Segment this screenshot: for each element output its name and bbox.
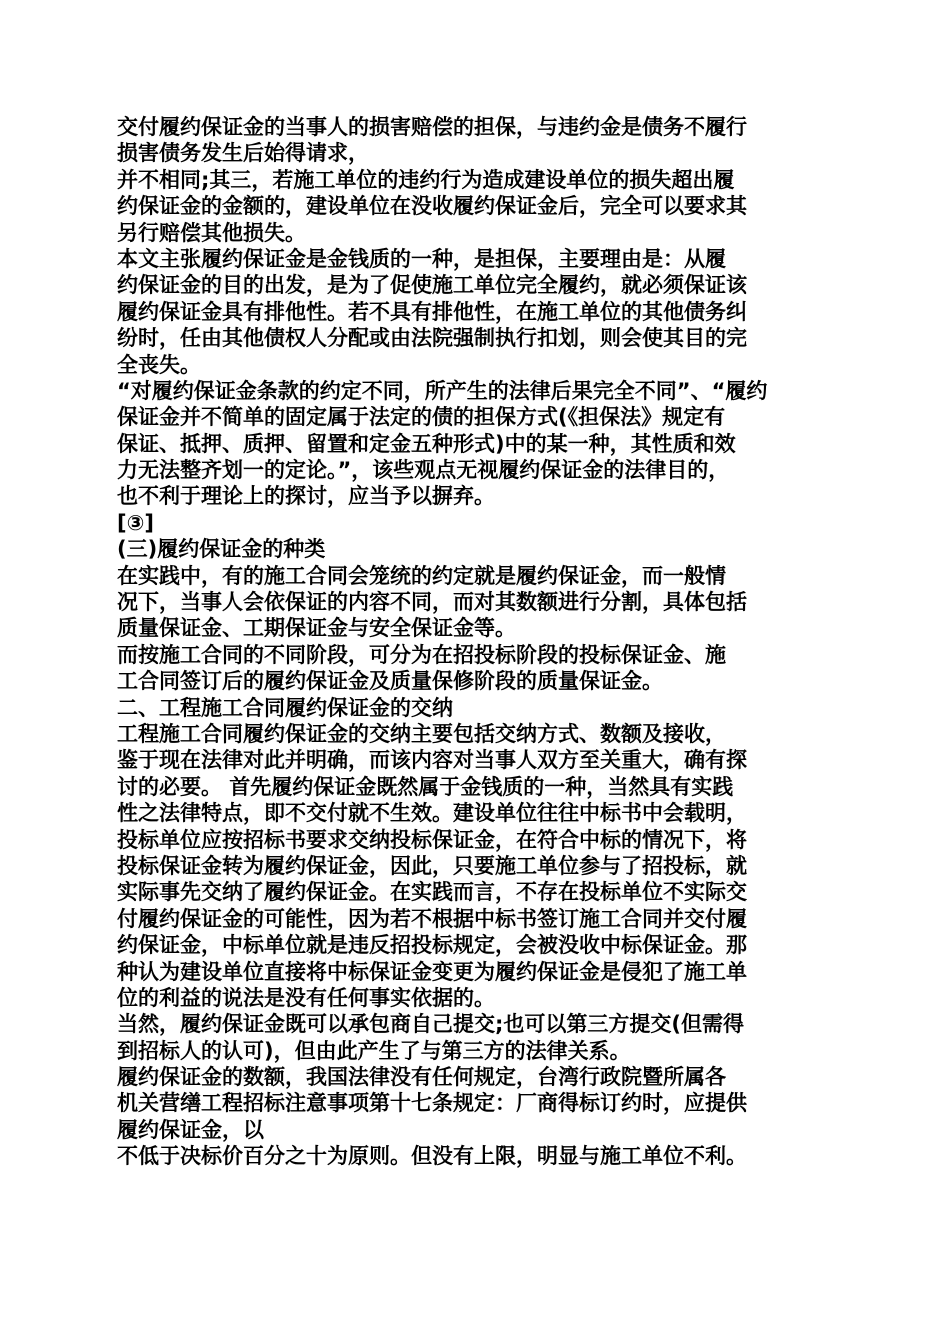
text-line: 纷时，任由其他债权人分配或由法院强制执行扣划，则会使其目的完 — [117, 326, 747, 351]
text-line: 另行赔偿其他损失。 — [117, 220, 306, 245]
text-line: 全丧失。 — [117, 352, 201, 377]
text-line: 机关营缮工程招标注意事项第十七条规定：厂商得标订约时，应提供 — [117, 1091, 747, 1116]
text-line: 当然，履约保证金既可以承包商自己提交;也可以第三方提交(但需得 — [117, 1012, 744, 1037]
section-heading: 二、工程施工合同履约保证金的交纳 — [117, 695, 453, 720]
text-line: 履约保证金具有排他性。若不具有排他性，在施工单位的其他债务纠 — [117, 299, 747, 324]
section-heading: (三)履约保证金的种类 — [117, 537, 326, 562]
text-line: 本文主张履约保证金是金钱质的一种，是担保，主要理由是：从履 — [117, 246, 726, 271]
text-line: 力无法整齐划一的定论。”，该些观点无视履约保证金的法律目的， — [117, 458, 730, 483]
text-line: 保证、抵押、质押、留置和定金五种形式)中的某一种，其性质和效 — [117, 431, 736, 456]
text-line: 不低于决标价百分之十为原则。但没有上限，明显与施工单位不利。 — [117, 1144, 747, 1169]
text-line: 保证金并不简单的固定属于法定的债的担保方式(《担保法》规定有 — [117, 405, 726, 430]
text-line: 投标单位应按招标书要求交纳投标保证金，在符合中标的情况下，将 — [117, 827, 747, 852]
text-line: 工合同签订后的履约保证金及质量保修阶段的质量保证金。 — [117, 669, 663, 694]
text-line: 位的利益的说法是没有任何事实依据的。 — [117, 985, 495, 1010]
text-line: 并不相同;其三，若施工单位的违约行为造成建设单位的损失超出履 — [117, 167, 735, 192]
text-line: 讨的必要。 首先履约保证金既然属于金钱质的一种，当然具有实践 — [117, 774, 734, 799]
text-line: 交付履约保证金的当事人的损害赔偿的担保，与违约金是债务不履行 — [117, 115, 747, 139]
text-line: 也不利于理论上的探讨，应当予以摒弃。 — [117, 484, 495, 509]
text-line: 而按施工合同的不同阶段，可分为在招投标阶段的投标保证金、施 — [117, 642, 726, 667]
text-line: 到招标人的认可)，但由此产生了与第三方的法律关系。 — [117, 1038, 631, 1063]
text-line: 实际事先交纳了履约保证金。在实践而言，不存在投标单位不实际交 — [117, 880, 747, 905]
text-line: 约保证金，中标单位就是违反招投标规定，会被没收中标保证金。那 — [117, 933, 747, 958]
text-line: 质量保证金、工期保证金与安全保证金等。 — [117, 616, 516, 641]
text-line: 约保证金的目的出发，是为了促使施工单位完全履约，就必须保证该 — [117, 273, 747, 298]
text-line: 工程施工合同履约保证金的交纳主要包括交纳方式、数额及接收， — [117, 721, 726, 746]
text-line: 性之法律特点，即不交付就不生效。建设单位往往中标书中会载明， — [117, 801, 747, 826]
text-line: 履约保证金，以 — [117, 1117, 264, 1142]
text-line: 履约保证金的数额，我国法律没有任何规定，台湾行政院暨所属各 — [117, 1065, 726, 1090]
document-body — [117, 114, 837, 1170]
text-line: 约保证金的金额的，建设单位在没收履约保证金后，完全可以要求其 — [117, 194, 747, 219]
footnote-ref: [③] — [117, 510, 154, 535]
text-line: 在实践中，有的施工合同会笼统的约定就是履约保证金，而一般情 — [117, 563, 726, 588]
text-line: 况下，当事人会依保证的内容不同，而对其数额进行分割，具体包括 — [117, 590, 747, 615]
text-line: 付履约保证金的可能性，因为若不根据中标书签订施工合同并交付履 — [117, 906, 747, 931]
text-line: 投标保证金转为履约保证金，因此，只要施工单位参与了招投标，就 — [117, 853, 747, 878]
text-line: “对履约保证金条款的约定不同，所产生的法律后果完全不同”、“履约 — [117, 378, 768, 403]
text-line: 损害债务发生后始得请求， — [117, 141, 369, 166]
text-line: 鉴于现在法律对此并明确，而该内容对当事人双方至关重大，确有探 — [117, 748, 747, 773]
text-line: 种认为建设单位直接将中标保证金变更为履约保证金是侵犯了施工单 — [117, 959, 747, 984]
